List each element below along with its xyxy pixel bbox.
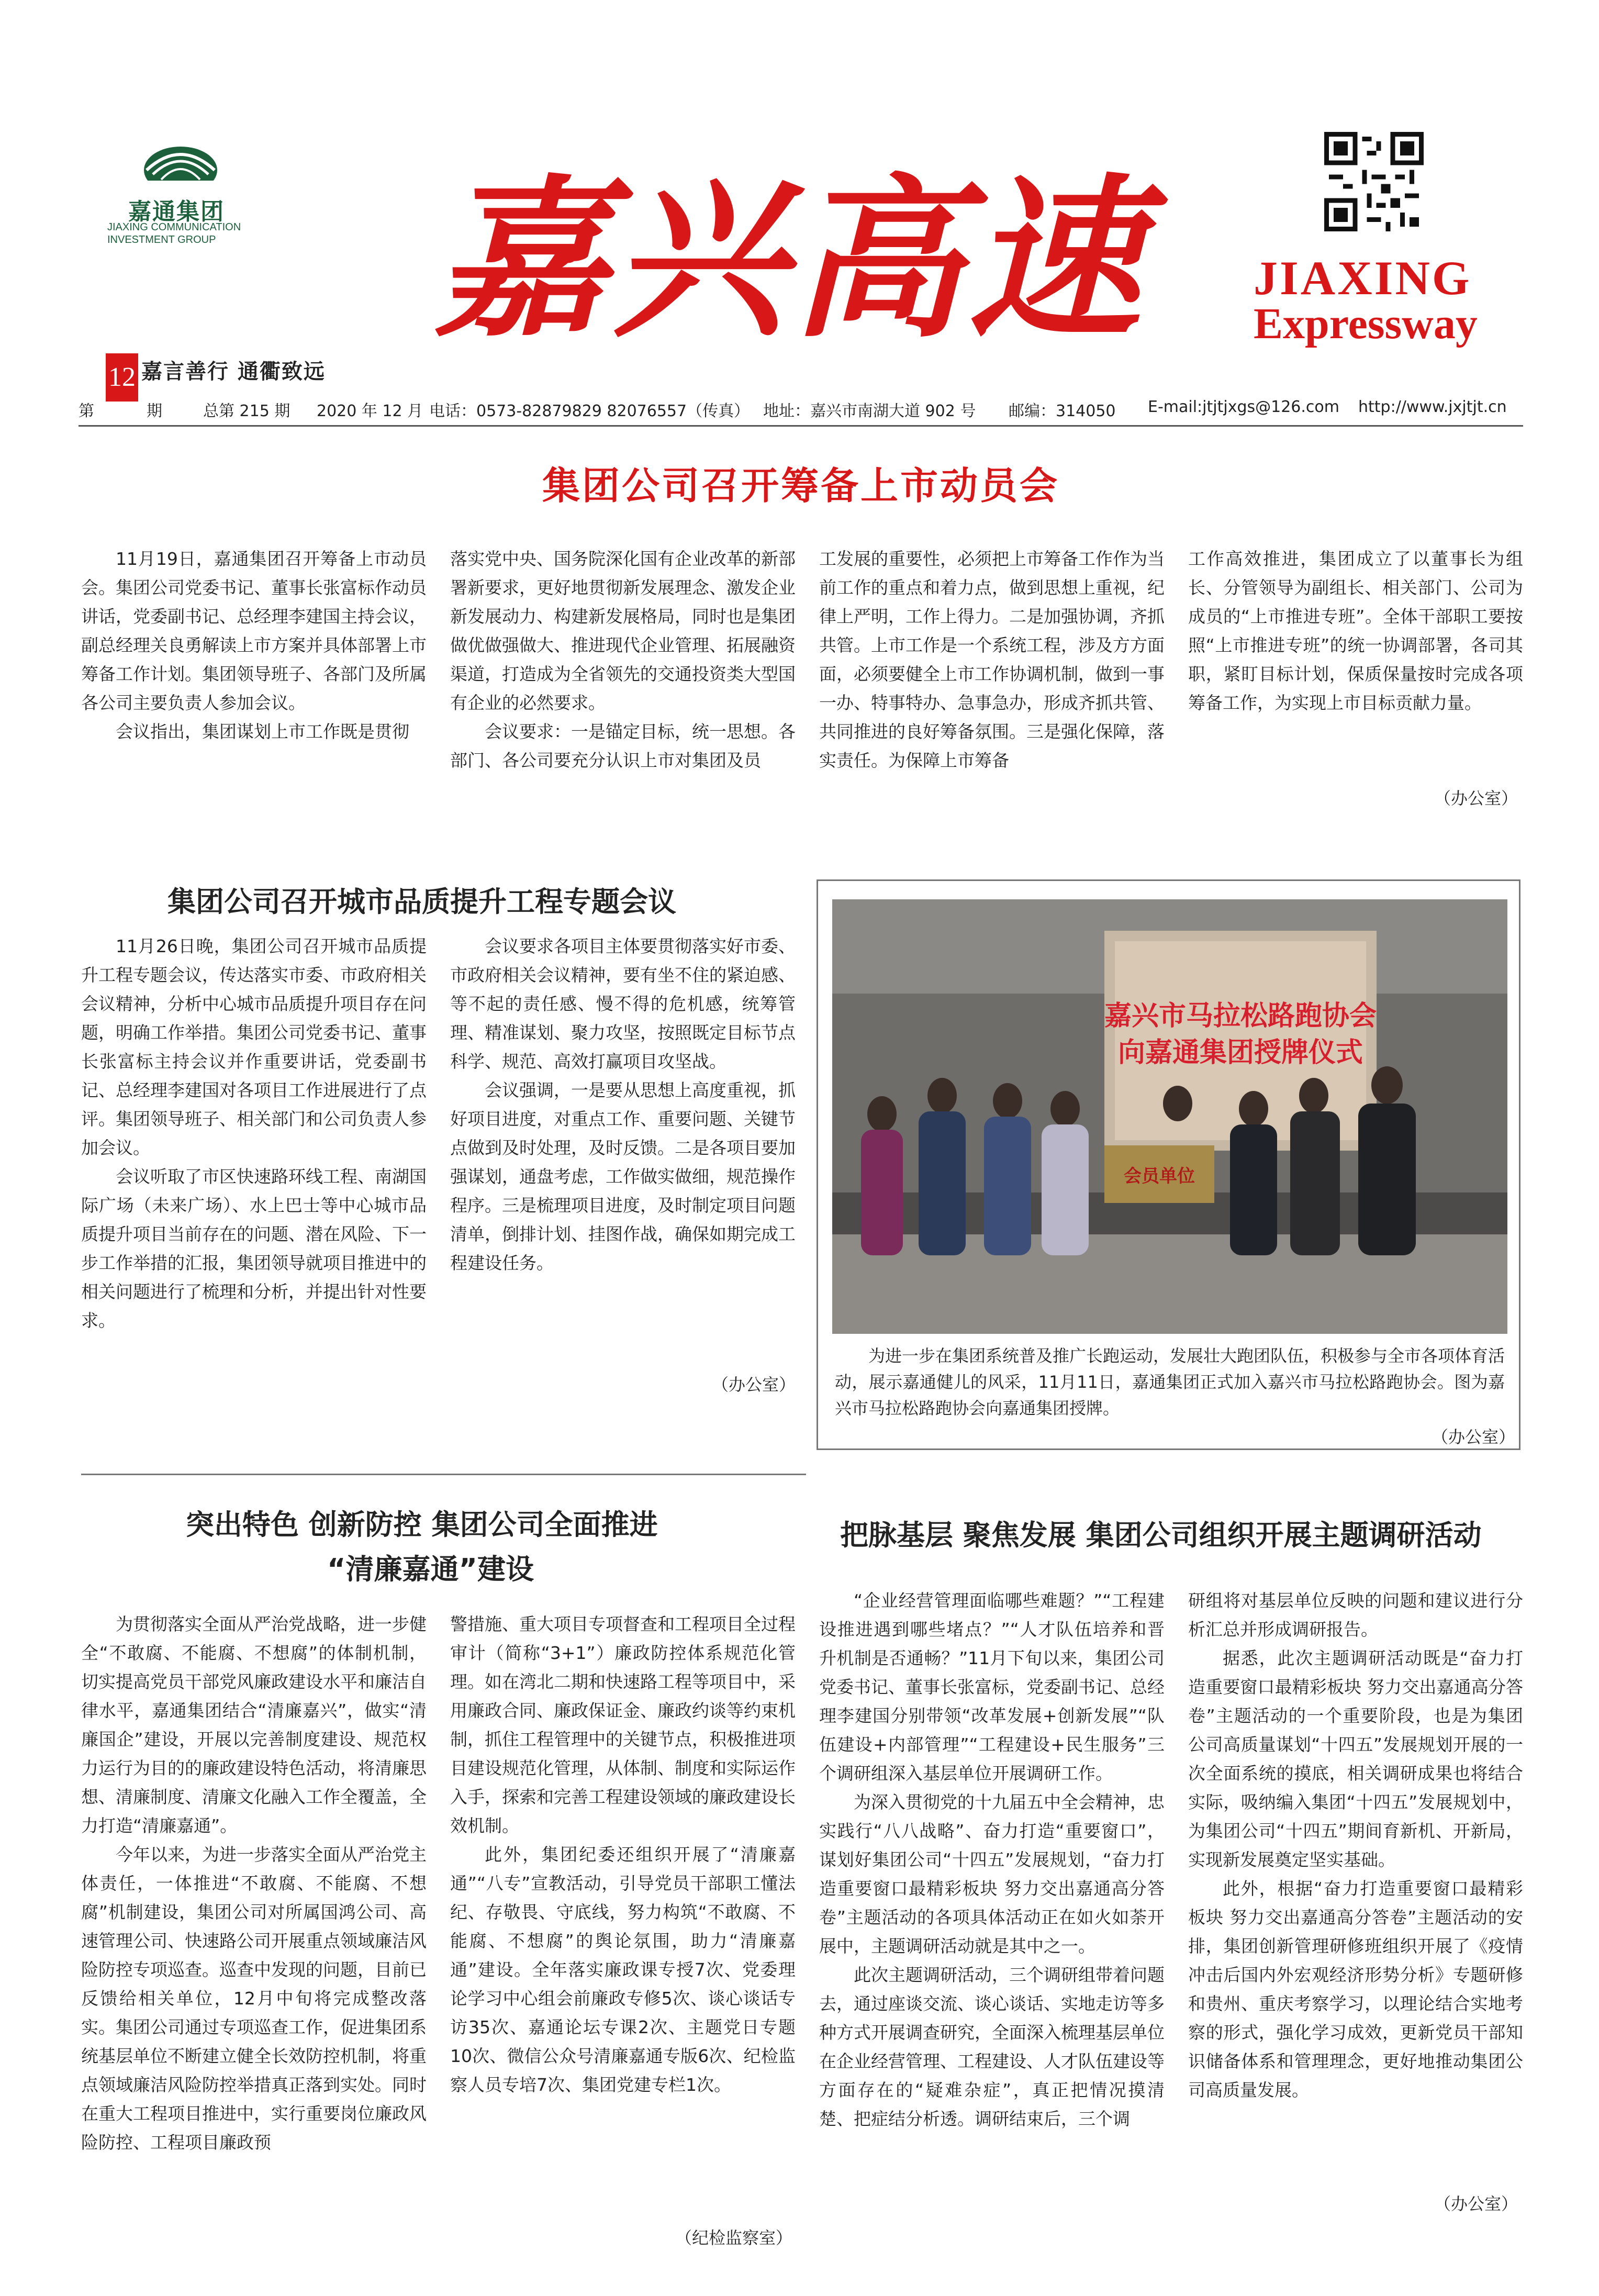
paragraph: 11月19日，嘉通集团召开筹备上市动员会。集团公司党委书记、董事长张富标作动员讲话，党委副书记、总经理李建国主持会议，副总经理关良勇解读上市方案并具体部署上市筹备工作计划。集团领导班子、各部门及所属各公司主要负责人参加会议。: [81, 549, 427, 713]
photo-banner-line1: 嘉兴市马拉松路跑协会: [1104, 1000, 1377, 1032]
paragraph: 11月26日晚，集团公司召开城市品质提升工程专题会议，传达落实市委、市政府相关会议精神，分析中心城市品质提升项目存在问题，明确工作举措。集团公司党委书记、董事长张富标主持会议并作重要讲话，党委副书记、总经理李建国对各项目工作进展进行了点评。集团领导班子、相关部门和公司负责人参加会议。: [81, 936, 427, 1158]
postcode: 邮编：314050: [1009, 402, 1116, 420]
article-2-column-1: [81, 932, 427, 1424]
paragraph: 会议听取了市区快速路环线工程、南湖国际广场（未来广场）、水上巴士等中心城市品质提升项目当前存在的问题、潜在风险、下一步工作举措的汇报，集团领导就项目推进中的相关问题进行了梳理和分析，并提出针对性要求。: [81, 1166, 427, 1331]
paragraph: 会议要求：一是锚定目标，统一思想。各部门、各公司要充分认识上市对集团及员: [450, 721, 796, 771]
masthead-rule: [79, 425, 1523, 427]
article-2-column-2: [450, 932, 796, 1369]
award-ceremony-photo: [832, 899, 1507, 1334]
article-4-column-2: [1188, 1586, 1523, 2167]
email: E-mail:jtjtjxgs@126.com: [1148, 398, 1339, 416]
issue-suffix: 期: [147, 402, 162, 420]
photo-caption-text: 为进一步在集团系统普及推广长跑运动，发展壮大跑团队伍，积极参与全市各项体育活动，展示嘉通健儿的风采，11月11日，嘉通集团正式加入嘉兴市马拉松路跑协会。图为嘉兴市马拉松路跑协会向嘉通集团授牌。: [835, 1346, 1505, 1418]
article-2-title: 集团公司召开城市品质提升工程专题会议: [167, 885, 676, 918]
article-4-column-1: [819, 1586, 1165, 2277]
paragraph: 此外，集团纪委还组织开展了“清廉嘉通”“八专”宣教活动，引导党员干部职工懂法纪、存敬畏、守底线，努力构筑“不敢腐、不能腐、不想腐”的舆论氛围，助力“清廉嘉通”建设。全年落实廉政课专授7次、党委理论学习中心组会前廉政专修5次、谈心谈话专访35次、嘉通论坛专课2次、主题党日专题10次、微信公众号清廉嘉通专版6次、纪检监察人员专培7次、集团党建专栏1次。: [450, 1844, 796, 2095]
paragraph: 落实党中央、国务院深化国有企业改革的新部署新要求，更好地贯彻新发展理念、激发企业新发展动力、构建新发展格局，同时也是集团做优做强做大、推进现代企业管理、拓展融资渠道，打造成为全省领先的交通投资类大型国有企业的必然要求。: [450, 549, 796, 713]
photo-signature: （办公室）: [1432, 1427, 1516, 1447]
address: 地址：嘉兴市南湖大道 902 号: [763, 402, 976, 420]
photo-caption: [835, 1343, 1505, 1421]
photo-plaque-text: 会员单位: [1124, 1166, 1195, 1187]
paragraph: 会议指出，集团谋划上市工作既是贯彻: [116, 721, 409, 742]
group-logo-icon: [141, 133, 220, 196]
newspaper-title: 嘉兴高速: [434, 158, 1146, 361]
paragraph: “企业经营管理面临哪些难题？”“工程建设推进遇到哪些堵点？”“人才队伍培养和晋升机制是否通畅？”11月下旬以来，集团公司党委书记、董事长张富标，党委副书记、总经理李建国分别带领“改革发展+创新发展”“队伍建设+内部管理”“工程建设+民生服务”三个调研组深入基层单位开展调研工作。: [819, 1590, 1165, 1784]
article-1-signature: （办公室）: [1434, 788, 1518, 808]
photo-banner-line2: 向嘉通集团授牌仪式: [1117, 1037, 1363, 1068]
article-1-column-1: [81, 544, 427, 806]
paragraph: 此外，根据“奋力打造重要窗口最精彩板块 努力交出嘉通高分答卷”主题活动的安排，集团创新管理研修班组织开展了《疫情冲击后国内外宏观经济形势分析》专题研修和贵州、重庆考察学习，以理论结合实地考察的形式，强化学习成效，更新党员干部知识储备体系和管理理念，更好地推动集团公司高质量发展。: [1188, 1878, 1523, 2100]
issue-number-badge: 12: [106, 353, 138, 402]
paragraph: 为深入贯彻党的十九届五中全会精神，忠实践行“八八战略”、奋力打造“重要窗口”，谋划好集团公司“十四五”发展规划，“奋力打造重要窗口最精彩板块 努力交出嘉通高分答卷”主题活动的各项具体活动正在如火如荼开展中，主题调研活动就是其中之一。: [819, 1792, 1165, 1956]
article-1-title: 集团公司召开筹备上市动员会: [542, 464, 1059, 508]
group-name-cn: 嘉通集团: [128, 198, 225, 225]
paragraph: 研组将对基层单位反映的问题和建议进行分析汇总并形成调研报告。: [1188, 1590, 1523, 1640]
article-2-signature: （办公室）: [712, 1375, 796, 1395]
article-3-title-line1: 突出特色 创新防控 集团公司全面推进: [186, 1508, 658, 1541]
paragraph: 据悉，此次主题调研活动既是“奋力打造重要窗口最精彩板块 努力交出嘉通高分答卷”主题活动的一个重要阶段，也是为集团公司高质量谋划“十四五”发展规划开展的一次全面系统的摸底，相关调研成果也将结合实际，吸纳编入集团“十四五”发展规划中，为集团公司“十四五”期间育新机、开新局，实现新发展奠定坚实基础。: [1188, 1648, 1523, 1870]
qr-code-icon: [1324, 132, 1424, 231]
issue-info-line: [79, 394, 1523, 425]
website: http://www.jxjtjt.cn: [1358, 398, 1507, 416]
paragraph: 会议强调，一是要从思想上高度重视，抓好项目进度，对重点工作、重要问题、关键节点做到及时处理，及时反馈。二是各项目要加强谋划，通盘考虑，工作做实做细，规范操作程序。三是梳理项目进度，及时制定项目问题清单，倒排计划、挂图作战，确保如期完成工程建设任务。: [450, 1080, 796, 1273]
paragraph: 会议要求各项目主体要贯彻落实好市委、市政府相关会议精神，要有坐不住的紧迫感、等不起的责任感、慢不得的危机感，统筹管理、精准谋划、聚力攻坚，按照既定目标节点科学、规范、高效打赢项目攻坚战。: [450, 936, 796, 1072]
paragraph: 此次主题调研活动，三个调研组带着问题去，通过座谈交流、谈心谈话、实地走访等多种方式开展调查研究，全面深入梳理基层单位在企业经营管理、工程建设、人才队伍建设等方面存在的“疑难杂症”，真正把情况摸清楚、把症结分析透。调研结束后，三个调: [819, 1965, 1165, 2129]
title-en-line1: JIAXING: [1254, 251, 1472, 305]
paragraph: 为贯彻落实全面从严治党战略，进一步健全“不敢腐、不能腐、不想腐”的体制机制，切实提高党员干部党风廉政建设水平和廉洁自律水平，嘉通集团结合“清廉嘉兴”，做实“清廉国企”建设，开展以完善制度建设、规范权力运行为目的的廉政建设特色活动，将清廉思想、清廉制度、清廉文化融入工作全覆盖，全力打造“清廉嘉通”。: [81, 1614, 427, 1836]
article-3-title-line2: “清廉嘉通”建设: [327, 1553, 534, 1586]
paragraph: 警措施、重大项目专项督查和工程项目全过程审计（简称“3+1”）廉政防控体系规范化管理。如在湾北二期和快速路工程等项目中，采用廉政合同、廉政保证金、廉政约谈等约束机制，抓住工程管理中的关键节点，积极推进项目建设规范化管理，从体制、制度和实际运作入手，探索和完善工程建设领域的廉政建设长效机制。: [450, 1614, 796, 1836]
article-3-column-2: [450, 1610, 796, 2217]
article-1-column-4: [1188, 544, 1523, 777]
article-1-column-2: [450, 544, 796, 806]
section-divider: [81, 1474, 806, 1475]
paragraph: 工发展的重要性，必须把上市筹备工作作为当前工作的重点和着力点，做到思想上重视，纪律上严明，工作上得力。二是加强协调，齐抓共管。上市工作是一个系统工程，涉及方方面面，必须要健全上市工作协调机制，做到一事一办、特事特办、急事急办，形成齐抓共管、共同推进的良好筹备氛围。三是强化保障，落实责任。为保障上市筹备: [819, 549, 1165, 771]
photo-scene-icon: [832, 899, 1507, 1334]
article-3-signature: （纪检监察室）: [675, 2228, 793, 2248]
paragraph: 工作高效推进，集团成立了以董事长为组长、分管领导为副组长、相关部门、公司为成员的“上市推进专班”。全体干部职工要按照“上市推进专班”的统一协调部署，各司其职，紧盯目标计划，保质保量按时完成各项筹备工作，为实现上市目标贡献力量。: [1188, 549, 1523, 713]
article-4-signature: （办公室）: [1434, 2194, 1518, 2214]
article-1-column-3: [819, 544, 1165, 806]
issue-date: 2020 年 12 月: [317, 402, 423, 420]
article-4-title: 把脉基层 聚焦发展 集团公司组织开展主题调研活动: [840, 1519, 1482, 1552]
title-en-line2: Expressway: [1254, 299, 1478, 348]
phone: 电话：0573-82879829 82076557（传真）: [429, 402, 750, 420]
group-name-en: JIAXING COMMUNICATION INVESTMENT GROUP: [107, 221, 241, 246]
article-3-column-1: [81, 1610, 427, 2275]
issue-prefix: 第: [79, 402, 94, 420]
total-issue: 总第 215 期: [203, 402, 290, 420]
paragraph: 今年以来，为进一步落实全面从严治党主体责任，一体推进“不敢腐、不能腐、不想腐”机制建设，集团公司对所属国鸿公司、高速管理公司、快速路公司开展重点领域廉洁风险防控专项巡查。巡查中发现的问题，目前已反馈给相关单位，12月中旬将完成整改落实。集团公司通过专项巡查工作，促进集团系统基层单位不断建立健全长效防控机制，将重点领域廉洁风险防控举措真正落到实处。同时在重大工程项目推进中，实行重要岗位廉政风险防控、工程项目廉政预: [81, 1844, 427, 2153]
slogan: 嘉言善行 通衢致远: [141, 360, 326, 384]
